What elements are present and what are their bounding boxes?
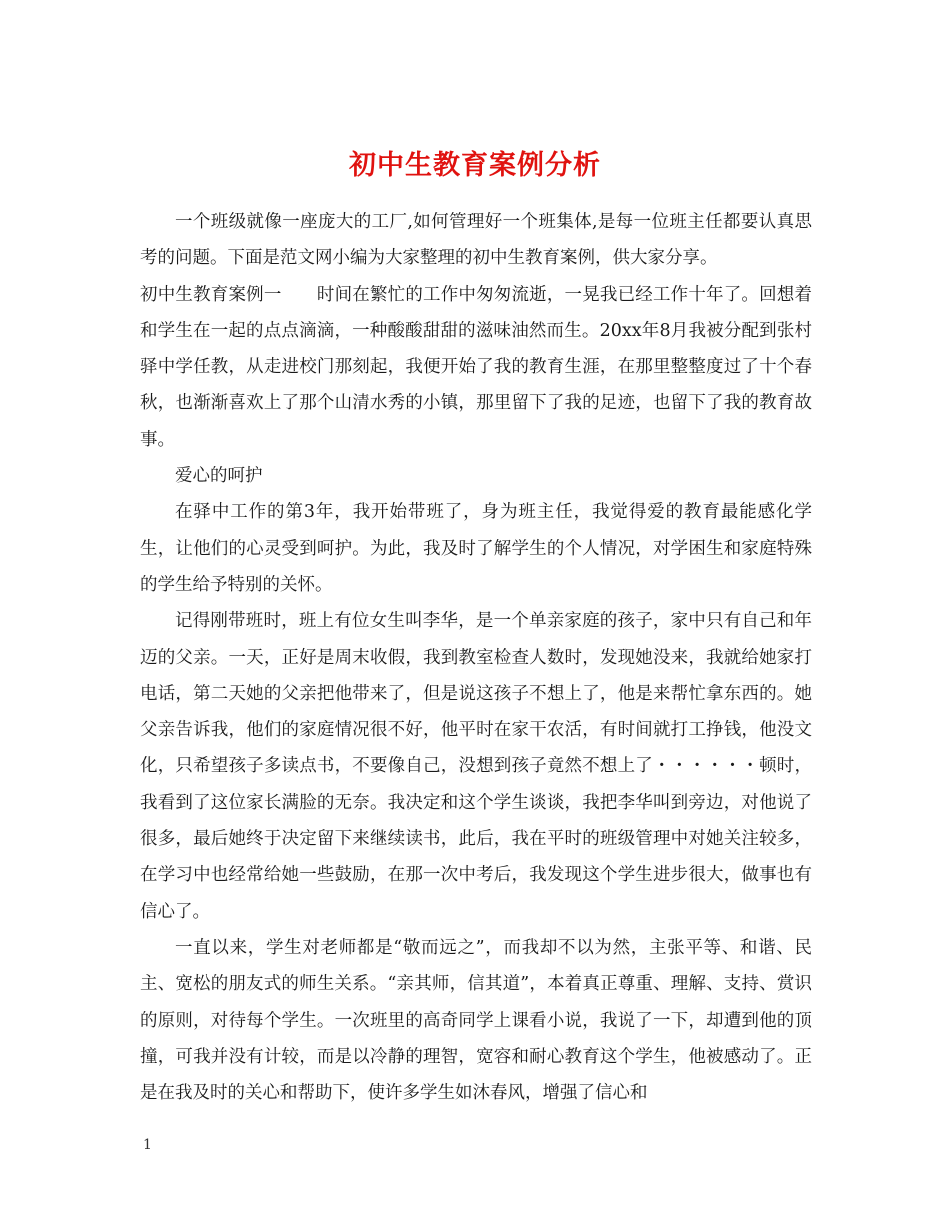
paragraph-case-one: 初中生教育案例一 时间在繁忙的工作中匆匆流逝，一晃我已经工作十年了。回想着和学生在一起的点点滴滴，一种酸酸甜甜的滋味油然而生。20xx年8月我被分配到张村驿中学任教，从走进校门那刻起，我便开始了我的教育生涯，在那里整整度过了十个春秋，也渐渐喜欢上了那个山清水秀的小镇，那里留下了我的足迹，也留下了我的教育故事。	[140, 284, 812, 450]
document-body	[140, 204, 812, 1111]
paragraph-teacher-relationship: 一直以来，学生对老师都是“敬而远之”，而我却不以为然，主张平等、和谐、民主、宽松的朋友式的师生关系。“亲其师，信其道”，本着真正尊重、理解、支持、赏识的原则，对待每个学生。一次班里的高奇同学上课看小说，我说了一下，却遭到他的顶撞，可我并没有计较，而是以冷静的理智，宽容和耐心教育这个学生，他被感动了。正是在我及时的关心和帮助下，使许多学生如沐春风，增强了信心和	[140, 937, 812, 1104]
document-title: 初中生教育案例分析	[349, 150, 601, 182]
section-heading-care: 爱心的呵护	[175, 466, 263, 487]
page-number: 1	[143, 1137, 152, 1153]
paragraph-intro: 一个班级就像一座庞大的工厂,如何管理好一个班集体,是每一位班主任都要认真思考的问题。下面是范文网小编为大家整理的初中生教育案例，供大家分享。	[140, 212, 812, 269]
paragraph-li-hua: 记得刚带班时，班上有位女生叫李华，是一个单亲家庭的孩子，家中只有自己和年迈的父亲。一天，正好是周末收假，我到教室检查人数时，发现她没来，我就给她家打电话，第二天她的父亲把他带来了，但是说这孩子不想上了，他是来帮忙拿东西的。她父亲告诉我，他们的家庭情况很不好，他平时在家干农活，有时间就打工挣钱，他没文化，只希望孩子多读点书，不要像自己，没想到孩子竟然不想上了・・・・・・顿时，我看到了这位家长满脸的无奈。我决定和这个学生谈谈，我把李华叫到旁边，对他说了很多，最后她终于决定留下来继续读书，此后，我在平时的班级管理中对她关注较多，在学习中也经常给她一些鼓励，在那一次中考后，我发现这个学生进步很大，做事也有信心了。	[140, 611, 812, 922]
paragraph-third-year: 在驿中工作的第3年，我开始带班了，身为班主任，我觉得爱的教育最能感化学生，让他们的心灵受到呵护。为此，我及时了解学生的个人情况，对学困生和家庭特殊的学生给予特别的关怀。	[140, 502, 812, 595]
